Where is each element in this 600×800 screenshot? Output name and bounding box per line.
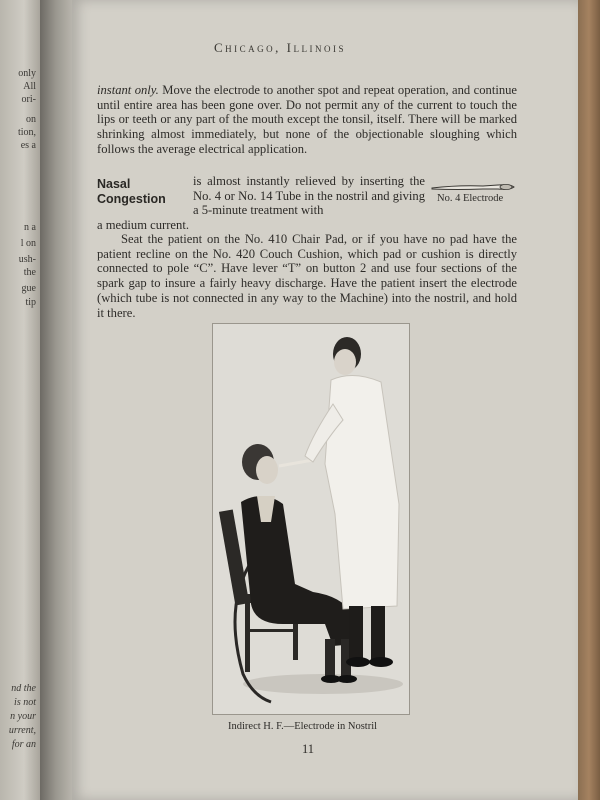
nasal-heading-line-2: Congestion — [97, 192, 166, 206]
paragraph-1-body: Move the electrode to another spot and repeat operation, and continue until entire area has been gone over. Do not permit any of the current to touch the lips or teeth or any part of the mouth except the tonsil, itself. There will be marked shrinking almost immediately, but none of the objectionable sloughing which follows the average electrical application. — [97, 83, 518, 156]
left-page-text-fragment: is not — [14, 697, 36, 708]
running-head: Chicago, Illinois — [214, 40, 346, 55]
nasal-congestion-heading — [97, 177, 166, 207]
book-edge — [578, 0, 600, 800]
paragraph-1-lead: instant only. — [97, 83, 159, 97]
left-page-text-fragment: n a — [24, 222, 36, 233]
left-page-text-fragment: es a — [20, 140, 36, 151]
treatment-photograph — [212, 323, 410, 715]
left-page-text-fragment: ori- — [21, 94, 36, 105]
left-page-text-fragment: only — [18, 68, 36, 79]
nasal-congestion-text: is almost instantly relieved by inserting the No. 4 or No. 14 Tube in the nostril and giving a 5-minute treatment with — [193, 174, 425, 218]
left-page-text-fragment: nd the — [11, 683, 36, 694]
left-page-text-fragment: n your — [10, 711, 36, 722]
page-number: 11 — [302, 742, 315, 756]
left-page-text-fragment: on — [26, 114, 36, 125]
left-page-text-fragment: gue — [21, 283, 36, 294]
left-page-text-fragment: All — [23, 81, 36, 92]
photo-caption: Indirect H. F.—Electrode in Nostril — [228, 721, 378, 732]
left-page-text-fragment: the — [23, 267, 36, 278]
electrode-caption: No. 4 Electrode — [437, 193, 504, 204]
left-page-text-fragment: urrent, — [8, 725, 36, 736]
left-facing-page — [0, 0, 40, 800]
paragraph-1 — [97, 83, 517, 157]
left-page-text-fragment: ush- — [18, 254, 36, 265]
left-page-text-fragment: for an — [11, 739, 36, 750]
photograph-illustration — [213, 324, 409, 714]
nasal-congestion-continuation: a medium current. — [97, 218, 189, 232]
left-page-text-fragment: tip — [25, 297, 36, 308]
nasal-heading-line-1: Nasal — [97, 177, 131, 191]
left-page-text-fragment: l on — [20, 238, 36, 249]
left-page-text-fragment: tion, — [17, 127, 36, 138]
paragraph-2: Seat the patient on the No. 410 Chair Pad, or if you have no pad have the patient recline on the No. 420 Couch Cushion, which pad or cushion is directly connected to pole “C”. Have lever “T” on button 2 and use four sections of the spark gap to insure a fairly heavy discharge. Have the patient insert the electrode (which tube is not connected in any way to the Machine) into the nostril, and hold it there. — [97, 232, 517, 320]
